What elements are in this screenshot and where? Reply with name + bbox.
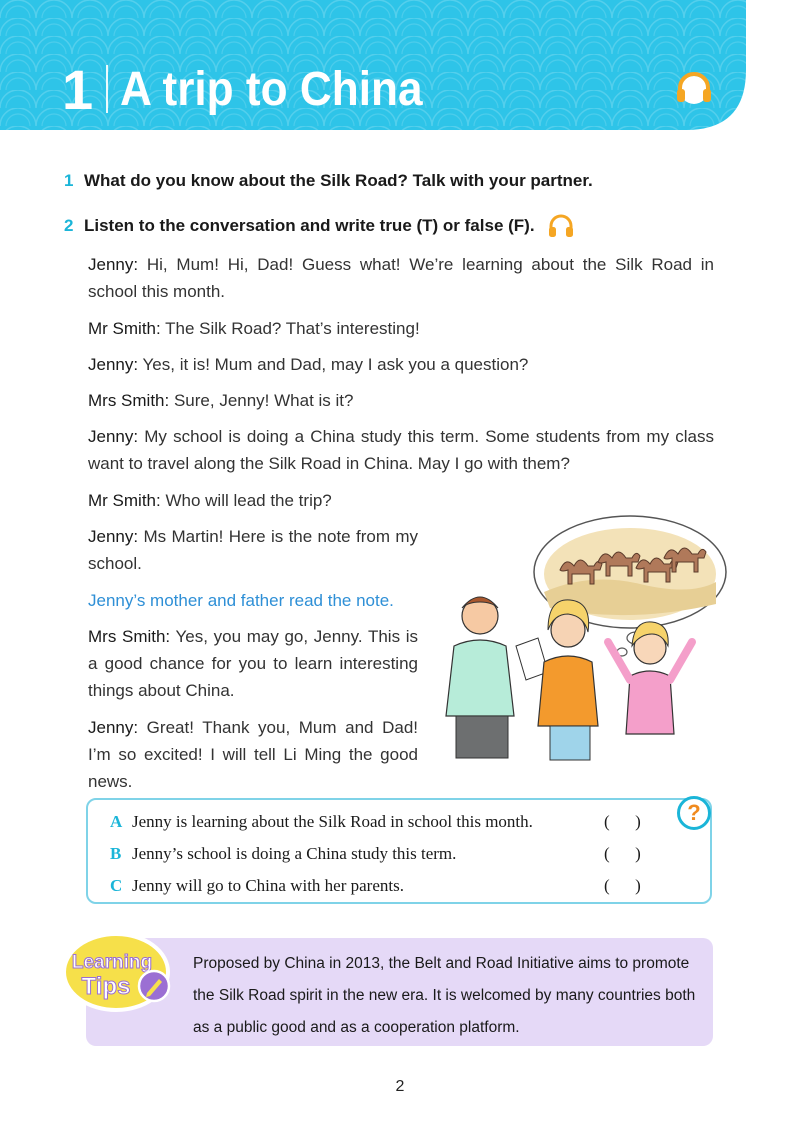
dialogue-line bbox=[88, 251, 714, 305]
learning-tips-badge bbox=[62, 928, 178, 1014]
speaker-label: Jenny: bbox=[88, 355, 139, 374]
question-text: Jenny will go to China with her parents. bbox=[132, 876, 404, 895]
dialogue-line bbox=[88, 623, 418, 704]
question-item bbox=[110, 844, 641, 864]
task-number: 2 bbox=[64, 216, 74, 235]
title-divider bbox=[106, 65, 108, 113]
speaker-label: Jenny: bbox=[88, 427, 139, 446]
answer-blank[interactable]: ( ) bbox=[604, 844, 641, 863]
speaker-label: Jenny: bbox=[88, 527, 139, 546]
dialogue-line bbox=[88, 714, 418, 795]
dialogue-text: Who will lead the trip? bbox=[160, 491, 332, 510]
dialogue-text: Great! Thank you, Mum and Dad! I’m so excited! I will tell Li Ming the good news. bbox=[88, 718, 418, 791]
speaker-label: Jenny: bbox=[88, 718, 139, 737]
question-text: Jenny’s school is doing a China study this term. bbox=[132, 844, 457, 863]
answer-blank[interactable]: ( ) bbox=[604, 812, 641, 831]
task-number: 1 bbox=[64, 171, 74, 190]
speaker-label: Mr Smith: bbox=[88, 319, 161, 338]
dialogue-text: My school is doing a China study this term. Some students from my class want to travel along the Silk Road in China. May I go with them? bbox=[88, 427, 714, 473]
dialogue-line bbox=[88, 523, 418, 577]
page-number: 2 bbox=[395, 1078, 405, 1095]
dialogue-line bbox=[88, 387, 714, 414]
unit-name: A trip to China bbox=[120, 62, 423, 116]
question-mark-icon: ? bbox=[677, 796, 711, 830]
dialogue-line bbox=[88, 351, 714, 378]
dialogue-text: Yes, it is! Mum and Dad, may I ask you a question? bbox=[138, 355, 529, 374]
task-2 bbox=[64, 213, 575, 239]
tip-text: Proposed by China in 2013, the Belt and Road Initiative aims to promote the Silk Road spirit in the new era. It is welcomed by many countries both as a public good and as a cooperation platform. bbox=[193, 955, 696, 1036]
dialogue-text: Sure, Jenny! What is it? bbox=[169, 391, 354, 410]
unit-header bbox=[0, 0, 800, 130]
unit-number: 1 bbox=[62, 57, 93, 121]
speaker-label: Jenny: bbox=[88, 255, 139, 274]
task-text: What do you know about the Silk Road? Talk with your partner. bbox=[84, 171, 593, 190]
dialogue-text: Ms Martin! Here is the note from my school. bbox=[88, 527, 418, 573]
badge-line1: Learning bbox=[71, 952, 153, 973]
unit-title bbox=[62, 54, 449, 124]
family-illustration bbox=[440, 512, 740, 762]
badge-line2: Tips bbox=[81, 973, 131, 1000]
task-text: Listen to the conversation and write true (T) or false (F). bbox=[84, 216, 535, 235]
dialogue-line bbox=[88, 315, 714, 342]
answer-blank[interactable]: ( ) bbox=[604, 876, 641, 895]
dialogue-text: Yes, you may go, Jenny. This is a good chance for you to learn interesting things about China. bbox=[88, 627, 418, 700]
question-text: Jenny is learning about the Silk Road in school this month. bbox=[132, 812, 533, 831]
task-1 bbox=[64, 171, 593, 191]
dialogue-text: The Silk Road? That’s interesting! bbox=[160, 319, 420, 338]
narration-line: Jenny’s mother and father read the note. bbox=[88, 591, 394, 610]
speaker-label: Mr Smith: bbox=[88, 491, 161, 510]
question-item bbox=[110, 876, 641, 896]
dialogue-line bbox=[88, 487, 714, 514]
dialogue-line bbox=[88, 423, 714, 477]
question-letter: B bbox=[110, 844, 122, 863]
true-false-questions bbox=[86, 798, 712, 904]
speaker-label: Mrs Smith: bbox=[88, 627, 171, 646]
question-letter: A bbox=[110, 812, 123, 831]
question-item bbox=[110, 812, 641, 832]
dialogue-text: Hi, Mum! Hi, Dad! Guess what! We’re learning about the Silk Road in school this month. bbox=[88, 255, 714, 301]
learning-tips-box bbox=[86, 938, 713, 1046]
headphones-icon[interactable] bbox=[672, 66, 716, 110]
headphones-icon[interactable] bbox=[547, 213, 575, 239]
speaker-label: Mrs Smith: bbox=[88, 391, 170, 410]
question-letter: C bbox=[110, 876, 123, 895]
